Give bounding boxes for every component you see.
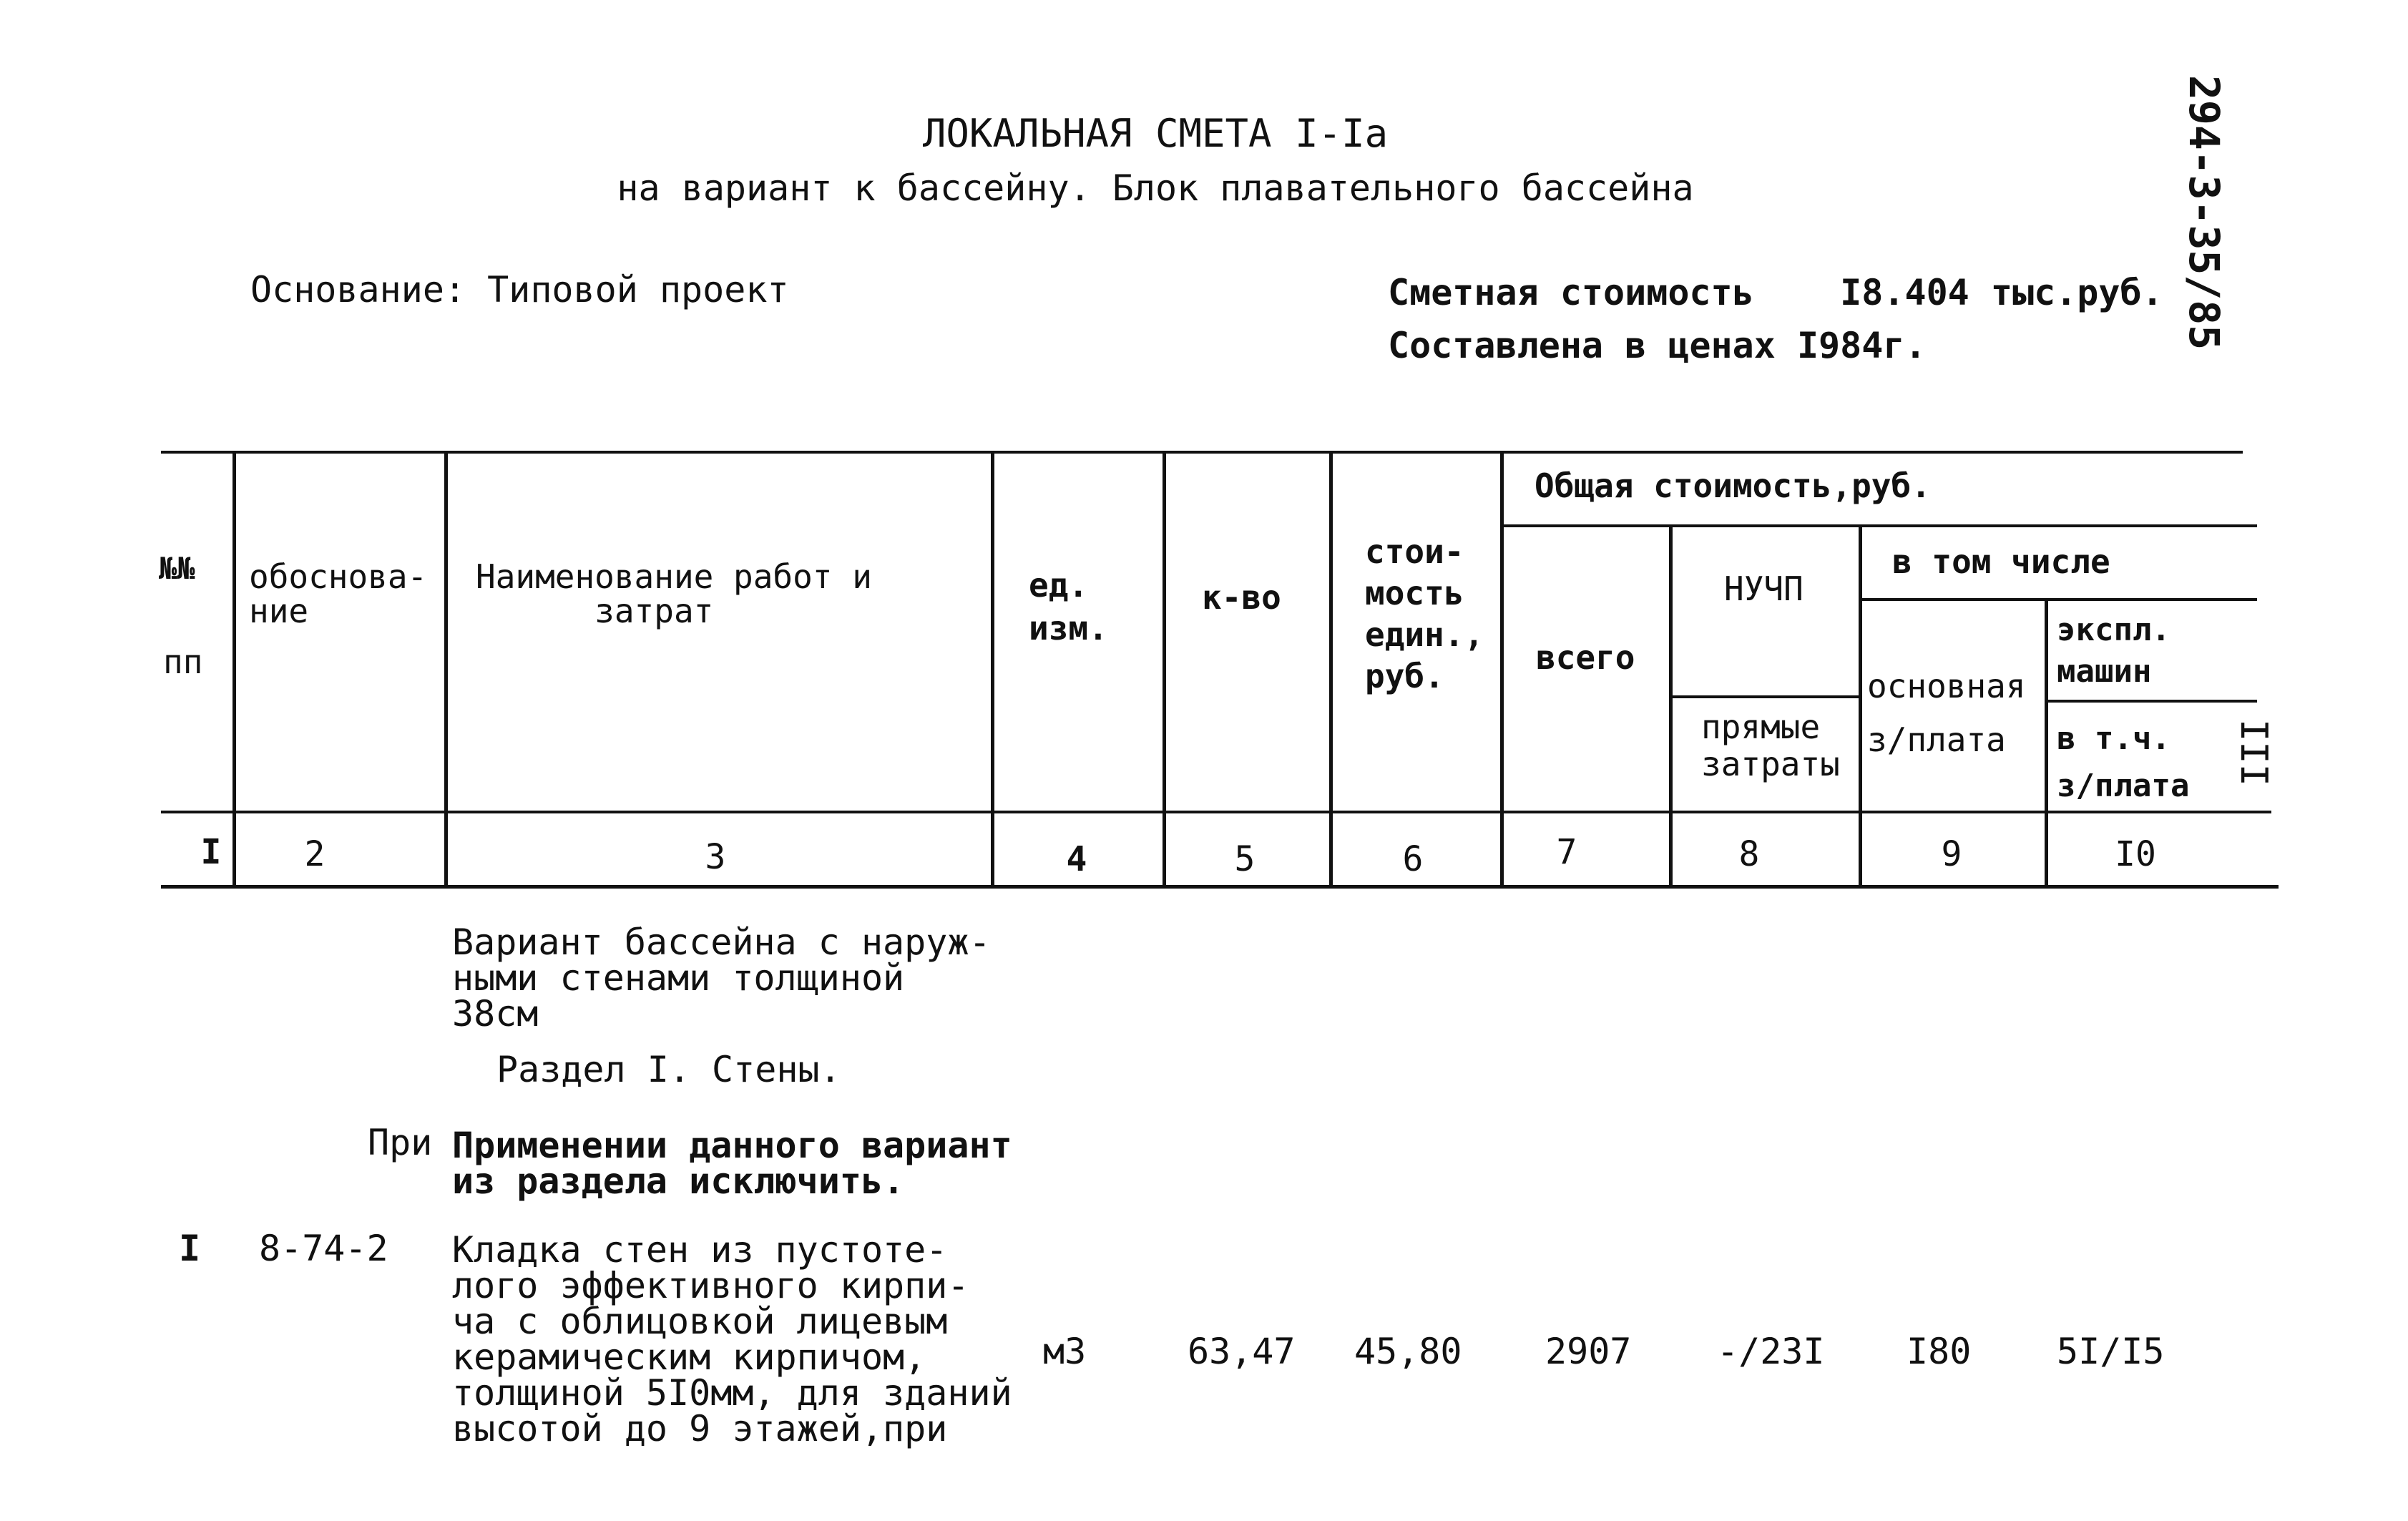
price-basis: Составлена в ценах I984г. [1388,325,1927,366]
col-unit-header: ед. изм. [1029,566,1108,647]
col-total-group-header: Общая стоимость,руб. [1535,466,1931,505]
col-qty-header: к-во [1202,578,1281,617]
col-base-wage-header: основная з/плата [1867,667,2026,759]
col-num-6: 6 [1402,839,1424,879]
row-total: 2907 [1545,1331,1632,1372]
col-machines-wage-header: в т.ч. з/плата [2057,720,2190,804]
row-work-name: Кладка стен из пустоте- лого эффективного кирпи- ча с облицовкой лицевым керамическим кирпичом, толщиной 5I0мм, для зданий высотой до 9 этажей,при [452,1229,1012,1449]
row-unit-cost: 45,80 [1354,1331,1462,1372]
page-number: III [2232,719,2275,786]
col-including-group-header: в том числе [1892,542,2110,581]
col-name-header: Наименование работ и затрат [476,557,872,630]
document-title: ЛОКАЛЬНАЯ СМЕТА I-Ia [922,111,1389,156]
row-base-wage: I80 [1907,1331,1972,1372]
estimated-cost: Сметная стоимость I8.404 тыс.руб. [1388,272,2163,313]
row-direct-costs: -/23I [1717,1331,1825,1372]
col-num-9: 9 [1941,834,1962,874]
document-subtitle: на вариант к бассейну. Блок плавательного бассейна [617,167,1694,209]
note-text: Применении данного вариант из раздела исключить. [452,1125,1012,1202]
col-num-2: 2 [304,834,326,874]
col-machines-header: экспл. машин [2057,612,2170,690]
col-unit-cost-header: стои- мость един., руб. [1365,532,1484,695]
note-prefix: При [368,1122,433,1163]
col-num-3: 3 [705,837,726,877]
col-num-4: 4 [1066,839,1087,879]
col-nuchp-header: НУЧП [1724,569,1803,608]
col-num-5: 5 [1234,839,1256,879]
row-quantity: 63,47 [1188,1331,1296,1372]
col-number-header: №№ [159,551,195,586]
col-num-10: I0 [2115,834,2156,874]
col-basis-header: обоснова- ние [249,557,428,630]
col-num-7: 7 [1556,832,1577,872]
row-machines: 5I/I5 [2057,1331,2165,1372]
row-basis: 8-74-2 [259,1228,388,1269]
row-unit: м3 [1043,1331,1087,1372]
col-num-1: I [200,832,222,872]
basis-label: Основание: Типовой проект [250,269,789,310]
col-number-header-sub: пп [163,642,203,681]
variant-description: Вариант бассейна с наруж- ными стенами толщиной 38см [452,921,991,1035]
col-direct-costs-header: прямые затраты [1701,708,1840,783]
archive-stamp: 294-3-35/85 [2180,75,2228,351]
row-number: I [179,1228,201,1269]
col-total-header: всего [1536,638,1635,677]
section-title: Раздел I. Стены. [496,1049,841,1090]
col-num-8: 8 [1738,834,1760,874]
